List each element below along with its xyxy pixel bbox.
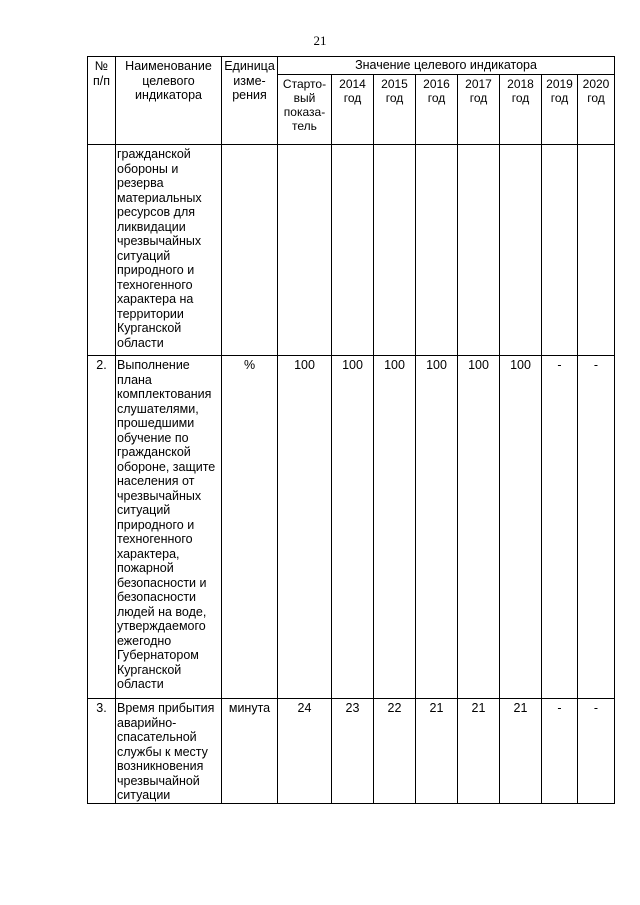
row-unit: % [222, 356, 278, 699]
row-value [500, 145, 542, 356]
header-num: № п/п [88, 57, 116, 145]
header-unit: Единица изме-рения [222, 57, 278, 145]
row-value: 23 [332, 699, 374, 804]
row-value [458, 145, 500, 356]
row-start: 100 [278, 356, 332, 699]
row-value: - [578, 699, 615, 804]
row-start: 24 [278, 699, 332, 804]
row-unit: минута [222, 699, 278, 804]
row-value: 21 [500, 699, 542, 804]
header-indicator-value: Значение целевого индикатора [278, 57, 615, 75]
row-value [332, 145, 374, 356]
target-indicators-table [87, 56, 615, 804]
header-start: Старто-вый показа-тель [278, 75, 332, 145]
header-year: 2019 год [542, 75, 578, 145]
row-value [578, 145, 615, 356]
row-value: 21 [416, 699, 458, 804]
row-unit [222, 145, 278, 356]
table-row [88, 699, 615, 804]
row-value: 100 [374, 356, 416, 699]
row-num: 3. [88, 699, 116, 804]
row-name: Выполнение плана комплектования слушателями, прошедшими обучение по гражданской обороне, защите населения от чрезвычайных ситуаций природного и техногенного характера, пожарной безопасности и безопасности людей на воде, утверждаемого ежегодно Губернатором Курганской области [116, 356, 222, 699]
row-value [416, 145, 458, 356]
row-value [542, 145, 578, 356]
row-value: 22 [374, 699, 416, 804]
header-year: 2018 год [500, 75, 542, 145]
row-value: 100 [332, 356, 374, 699]
header-year: 2016 год [416, 75, 458, 145]
row-name: гражданской обороны и резерва материальных ресурсов для ликвидации чрезвычайных ситуаций природного и техногенного характера на территории Курганской области [116, 145, 222, 356]
row-name: Время прибытия аварийно-спасательной службы к месту возникновения чрезвычайной ситуации [116, 699, 222, 804]
row-value: 100 [458, 356, 500, 699]
row-value: 100 [416, 356, 458, 699]
header-name: Наименование целевого индикатора [116, 57, 222, 145]
row-num [88, 145, 116, 356]
table-row [88, 356, 615, 699]
row-value: 21 [458, 699, 500, 804]
row-num: 2. [88, 356, 116, 699]
row-start [278, 145, 332, 356]
page-number: 21 [313, 33, 327, 48]
table-row [88, 145, 615, 356]
header-year: 2015 год [374, 75, 416, 145]
row-value: - [542, 356, 578, 699]
header-year: 2020 год [578, 75, 615, 145]
row-value [374, 145, 416, 356]
header-year: 2017 год [458, 75, 500, 145]
row-value: - [578, 356, 615, 699]
row-value: - [542, 699, 578, 804]
row-value: 100 [500, 356, 542, 699]
header-year: 2014 год [332, 75, 374, 145]
